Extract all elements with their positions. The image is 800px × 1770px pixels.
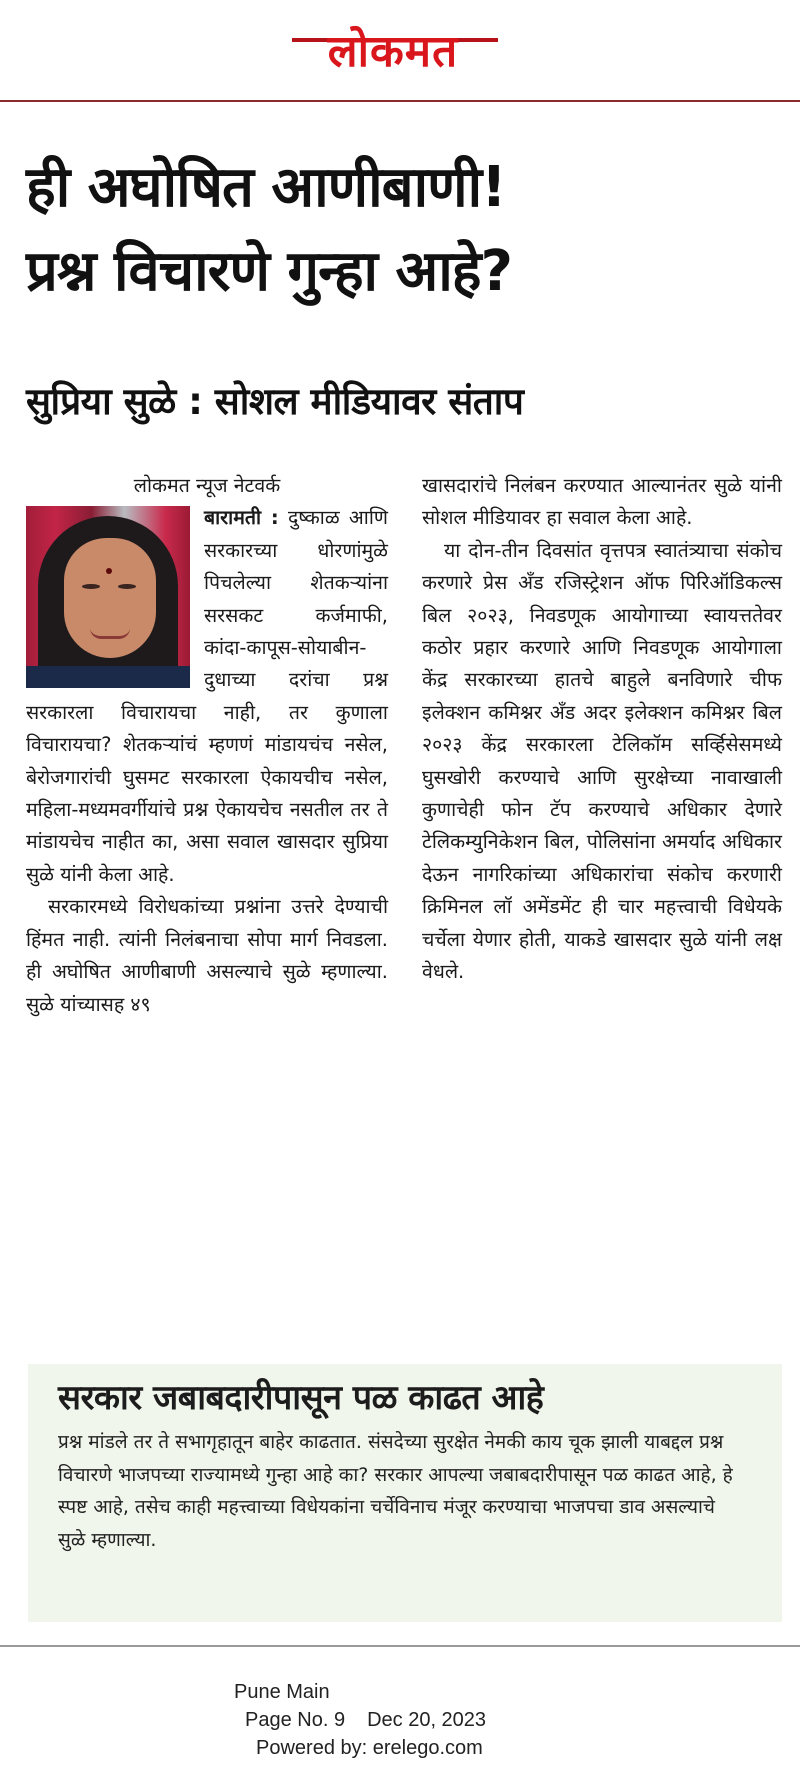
footer-divider xyxy=(0,1645,800,1647)
article-column-left xyxy=(26,470,388,1021)
article-column-right xyxy=(422,470,782,989)
headline-line-1: ही अघोषित आणीबाणी! xyxy=(26,155,506,220)
lead-text: दुष्काळ आणि सरकारच्या धोरणांमुळे पिचलेल्या शेतकऱ्यांना सरसकट कर्जमाफी, कांदा-कापूस-सोयाबीन-दुधाच्या दरांचा प्रश्न सरकारला विचारायचा नाही, तर कुणाला विचारायचा? शेतकऱ्यांचं म्हणणं मांडायचंच नसेल, बेरोजगारांची घुसमट सरकारला ऐकायचीच नसेल, महिला-मध्यमवर्गीयांचे प्रश्न ऐकायचेच नसतील तर ते मांडायचेच नाहीत का, असा सवाल खासदार सुप्रिया सुळे यांनी केला आहे. xyxy=(26,506,388,886)
lead-paragraph xyxy=(26,502,388,891)
masthead-divider xyxy=(0,100,800,102)
sidebar-quote-box xyxy=(28,1364,782,1622)
paragraph: खासदारांचे निलंबन करण्यात आल्यानंतर सुळे यांनी सोशल मीडियावर हा सवाल केला आहे. xyxy=(422,474,782,530)
dateline: बारामती : xyxy=(204,506,279,530)
portrait-photo-icon xyxy=(26,506,190,688)
page-info xyxy=(245,1708,486,1732)
publish-date: Dec 20, 2023 xyxy=(367,1709,487,1731)
paragraph: या दोन-तीन दिवसांत वृत्तपत्र स्वातंत्र्याचा संकोच करणारे प्रेस अँड रजिस्ट्रेशन ऑफ पिरिऑडिकल्स बिल २०२३, निवडणूक आयोगाच्या स्वायत्ततेवर कठोर प्रहार करणारे आणि निवडणूक आयोगाला केंद्र सरकारच्या हातचे बाहुले बनविणारे चीफ इलेक्शन कमिश्नर अँड अदर इलेक्शन कमिश्नर बिल २०२३ केंद्र सरकारला टेलिकॉम सर्व्हिसेसमध्ये घुसखोरी करण्याचे आणि सुरक्षेच्या नावाखाली कुणाचेही फोन टॅप करण्याचे अधिकार देणारे टेलिकम्युनिकेशन बिल, पोलिसांना अमर्याद अधिकार देऊन नागरिकांच्या अधिकारांचा संकोच करणारी क्रिमिनल लॉ अमेंडमेंट ही चार महत्त्वाची विधेयके चर्चेला येणार होती, याकडे खासदार सुळे यांनी लक्ष वेधले. xyxy=(422,538,782,984)
byline: लोकमत न्यूज नेटवर्क xyxy=(133,474,281,497)
subheadline: सुप्रिया सुळे : सोशल मीडियावर संताप xyxy=(26,380,524,423)
headline-line-2: प्रश्न विचारणे गुन्हा आहे? xyxy=(26,239,513,304)
edition-label: Pune Main xyxy=(234,1681,330,1703)
newspaper-logo[interactable]: लोकमत xyxy=(327,26,459,77)
box-body: प्रश्न मांडले तर ते सभागृहातून बाहेर काढतात. संसदेच्या सुरक्षेत नेमकी काय चूक झाली याबद्दल प्रश्न विचारणे भाजपच्या राज्यामध्ये गुन्हा आहे का? सरकार आपल्या जबाबदारीपासून पळ काढत आहे, हे स्पष्ट आहे, तसेच काही महत्त्वाच्या विधेयकांना चर्चेविनाच मंजूर करण्याचा भाजपचा डाव असल्याचे सुळे म्हणाल्या. xyxy=(58,1431,733,1551)
page-number: Page No. 9 xyxy=(245,1709,346,1731)
masthead xyxy=(0,0,800,100)
powered-by-link[interactable]: Powered by: erelego.com xyxy=(256,1737,483,1759)
box-title: सरकार जबाबदारीपासून पळ काढत आहे xyxy=(58,1378,544,1418)
paragraph: सरकारमध्ये विरोधकांच्या प्रश्नांना उत्तरे देण्याची हिंमत नाही. त्यांनी निलंबनाचा सोपा मार्ग निवडला. ही अघोषित आणीबाणी असल्याचे सुळे म्हणाल्या. सुळे यांच्यासह ४९ xyxy=(26,895,388,1016)
